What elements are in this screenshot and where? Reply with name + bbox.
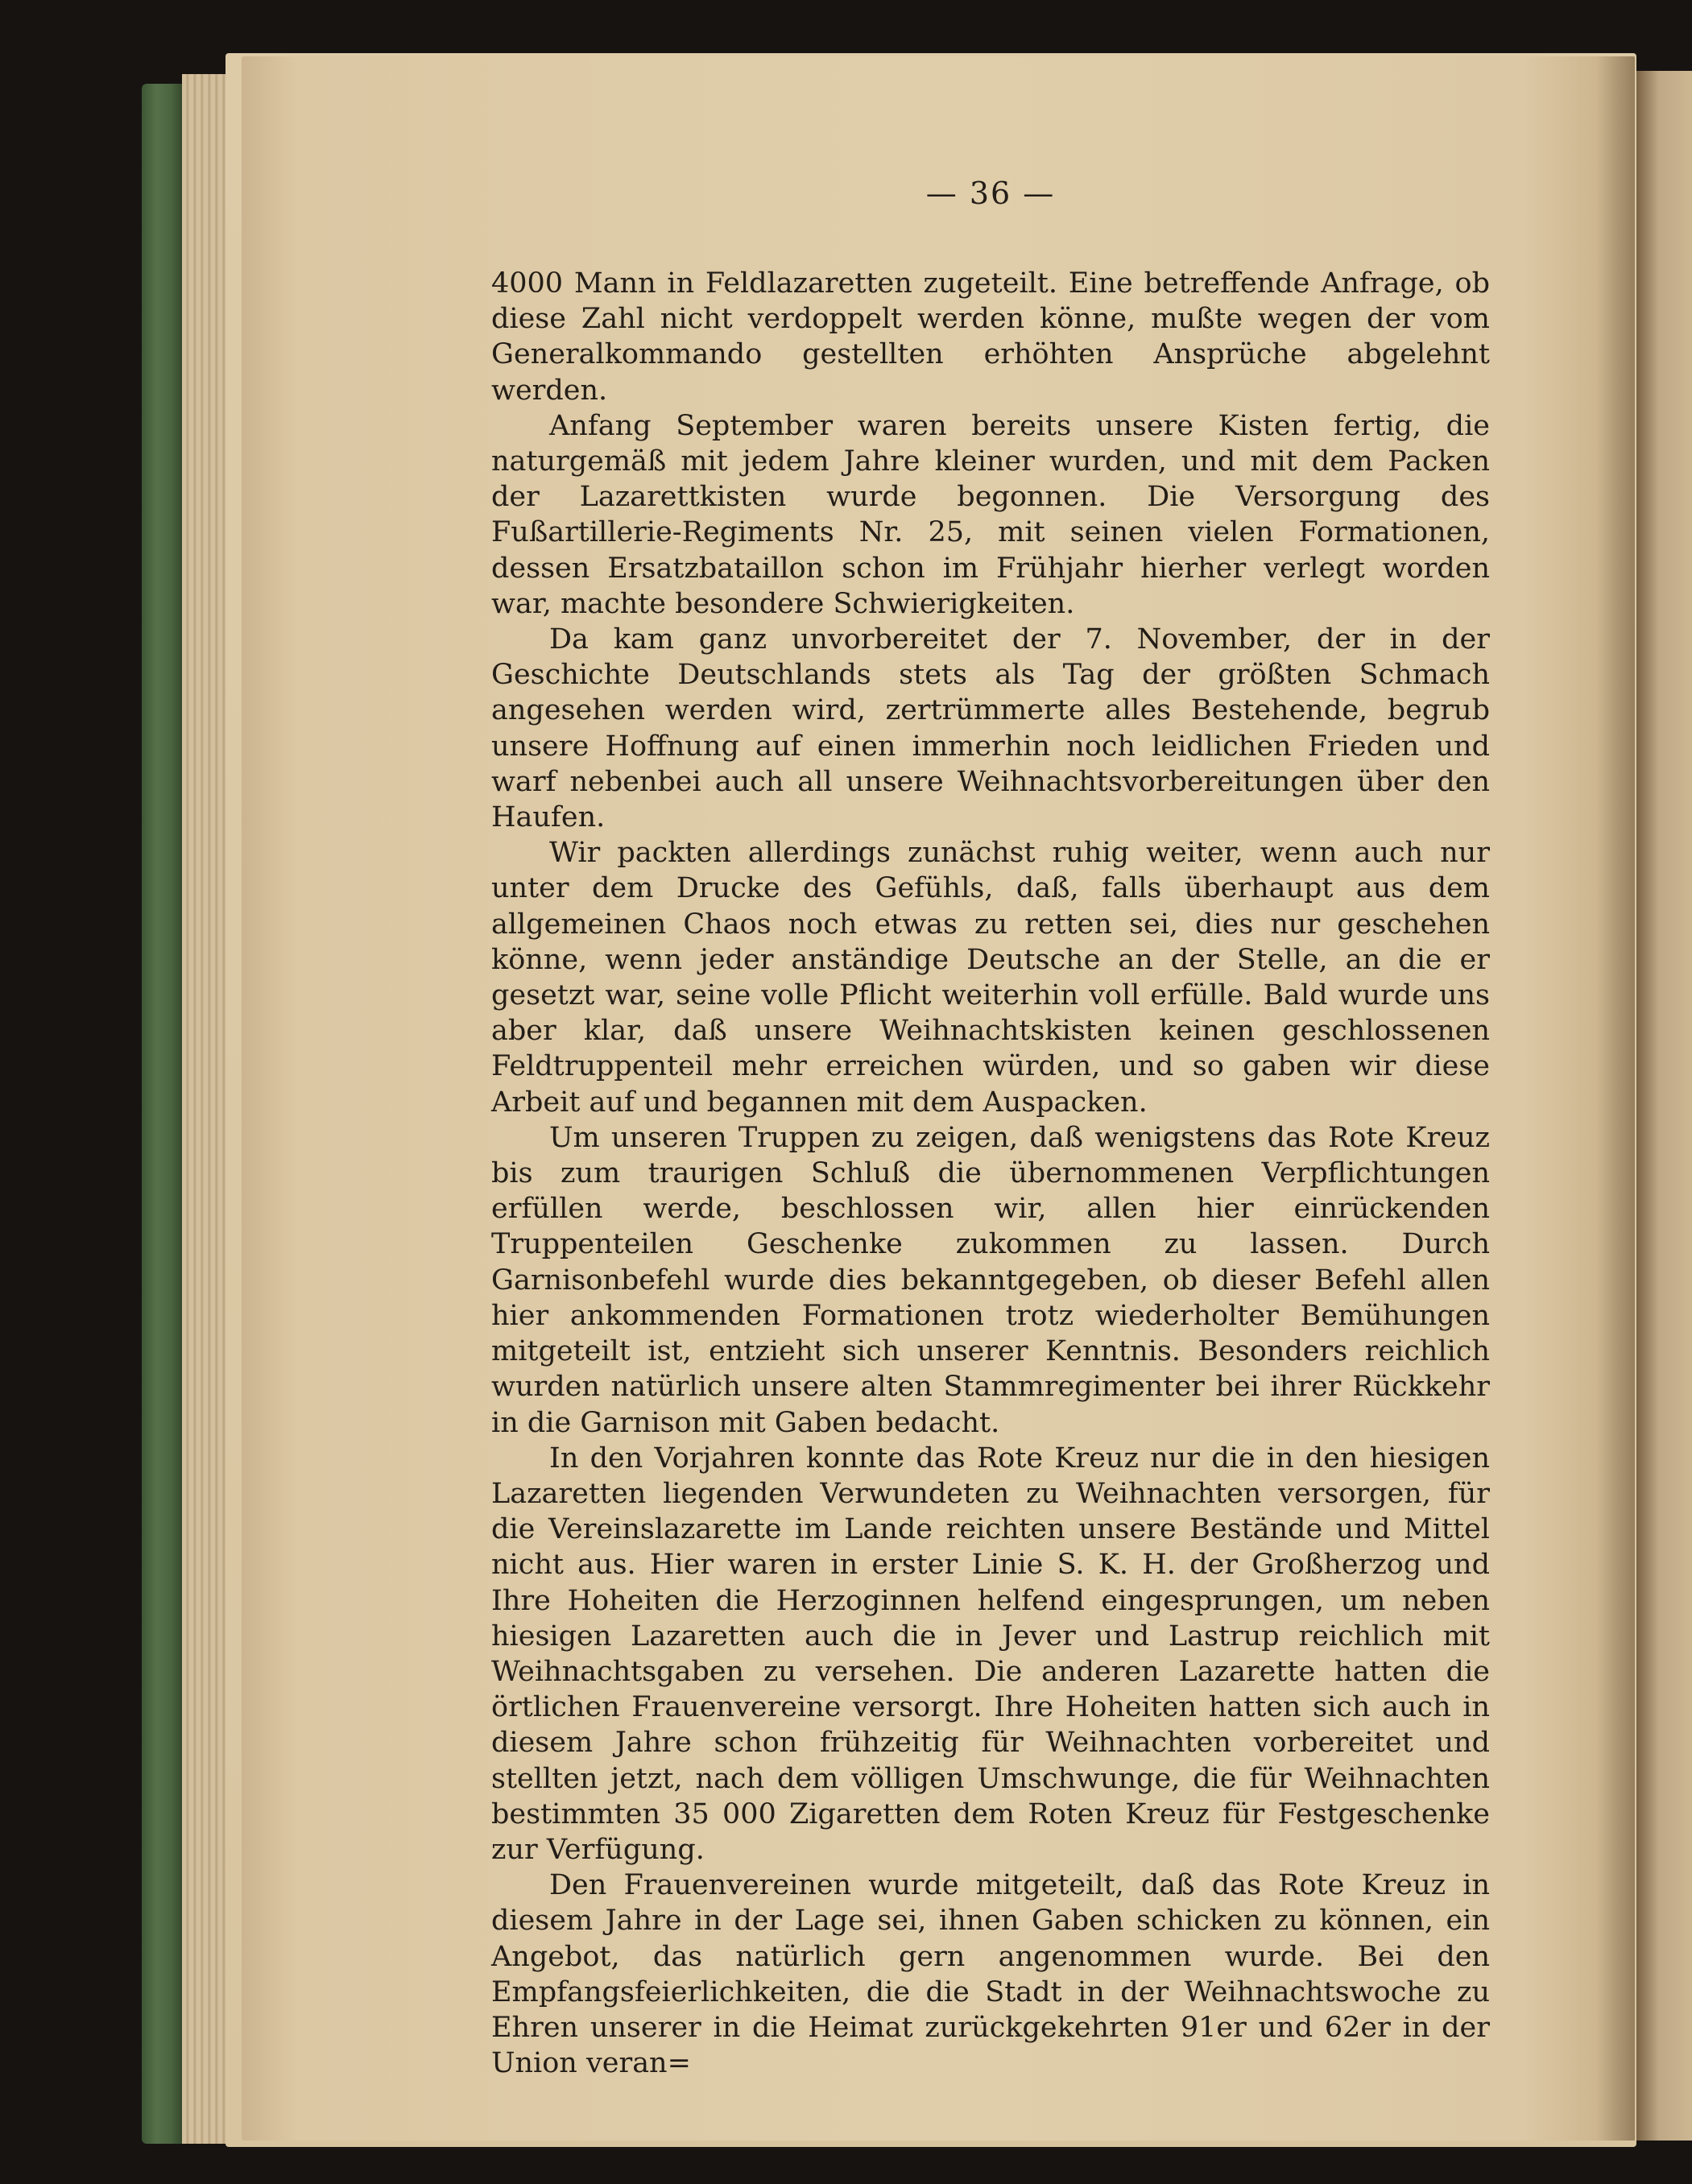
- paragraph-1: 4000 Mann in Feldlazaretten zugeteilt. Eine betreffende Anfrage, ob diese Zahl nicht verdoppelt werden könne, mußte wegen der vom Generalkommando gestellten erhöhten Ansprüche abgelehnt werden.: [491, 267, 1490, 407]
- page-gutter-shadow: [1596, 56, 1635, 2141]
- paragraph-3: Da kam ganz unvorbereitet der 7. November, der in der Geschichte Deutschlands stets als Tag der größten Schmach angesehen werden wird, zertrümmerte alles Bestehende, begrub unsere Hoffnung auf einen immerhin noch leidlichen Frieden und warf nebenbei auch all unsere Weihnachtsvorbereitungen über den Haufen.: [491, 623, 1490, 834]
- paragraph-6: In den Vorjahren konnte das Rote Kreuz nur die in den hiesigen Lazaretten liegenden Verwundeten zu Weihnachten versorgen, für die Vereinslazarette im Lande reichten unsere Bestände und Mittel nicht aus. Hier waren in erster Linie S. K. H. der Großherzog und Ihre Hoheiten die Herzoginnen helfend eingesprungen, um neben hiesigen Lazaretten auch die in Jever und Lastrup reichlich mit Weihnachtsgaben zu versehen. Die anderen Lazarette hatten die örtlichen Frauenvereine versorgt. Ihre Hoheiten hatten sich auch in diesem Jahre schon frühzeitig für Weihnachten vorbereitet und stellten jetzt, nach dem völligen Umschwunge, die für Weihnachten bestimmten 35 000 Zigaretten dem Roten Kreuz für Festgeschenke zur Verfügung.: [491, 1442, 1490, 1866]
- facing-page-edge: [1636, 71, 1692, 2141]
- paragraph-4: Wir packten allerdings zunächst ruhig weiter, wenn auch nur unter dem Drucke des Gefühls, daß, falls überhaupt aus dem allgemeinen Chaos noch etwas zu retten sei, dies nur geschehen könne, wenn jeder anständige Deutsche an der Stelle, an die er gesetzt war, seine volle Pflicht weiterhin voll erfülle. Bald wurde uns aber klar, daß unsere Weihnachtskisten keinen geschlossenen Feldtruppenteil mehr erreichen würden, und so gaben wir diese Arbeit auf und begannen mit dem Auspacken.: [491, 837, 1490, 1119]
- paragraph-5: Um unseren Truppen zu zeigen, daß wenigstens das Rote Kreuz bis zum traurigen Schluß die übernommenen Verpflichtungen erfüllen werde, beschlossen wir, allen hier einrückenden Truppenteilen Geschenke zukommen zu lassen. Durch Garnisonbefehl wurde dies bekanntgegeben, ob dieser Befehl allen hier ankommenden Formationen trotz wiederholter Bemühungen mitgeteilt ist, entzieht sich unserer Kenntnis. Besonders reichlich wurden natürlich unsere alten Stammregimenter bei ihrer Rückkehr in die Garnison mit Gaben bedacht.: [491, 1121, 1490, 1439]
- paragraph-7: Den Frauenvereinen wurde mitgeteilt, daß das Rote Kreuz in diesem Jahre in der Lage sei, ihnen Gaben schicken zu können, ein Angebot, das natürlich gern angenommen wurde. Bei den Empfangsfeierlichkeiten, die die Stadt in der Weihnachtswoche zu Ehren unserer in die Heimat zurückgekehrten 91er und 62er in der Union veran=: [491, 1869, 1490, 2080]
- paragraph-2: Anfang September waren bereits unsere Kisten fertig, die naturgemäß mit jedem Jahre kleiner wurden, und mit dem Packen der Lazarettkisten wurde begonnen. Die Versorgung des Fußartillerie-Regiments Nr. 25, mit seinen vielen Formationen, dessen Ersatzbataillon schon im Frühjahr hierher verlegt worden war, machte besondere Schwierigkeiten.: [491, 409, 1490, 620]
- page-text-block: [491, 169, 1490, 2081]
- book-spine: [142, 84, 184, 2144]
- page-number: — 36 —: [925, 176, 1056, 211]
